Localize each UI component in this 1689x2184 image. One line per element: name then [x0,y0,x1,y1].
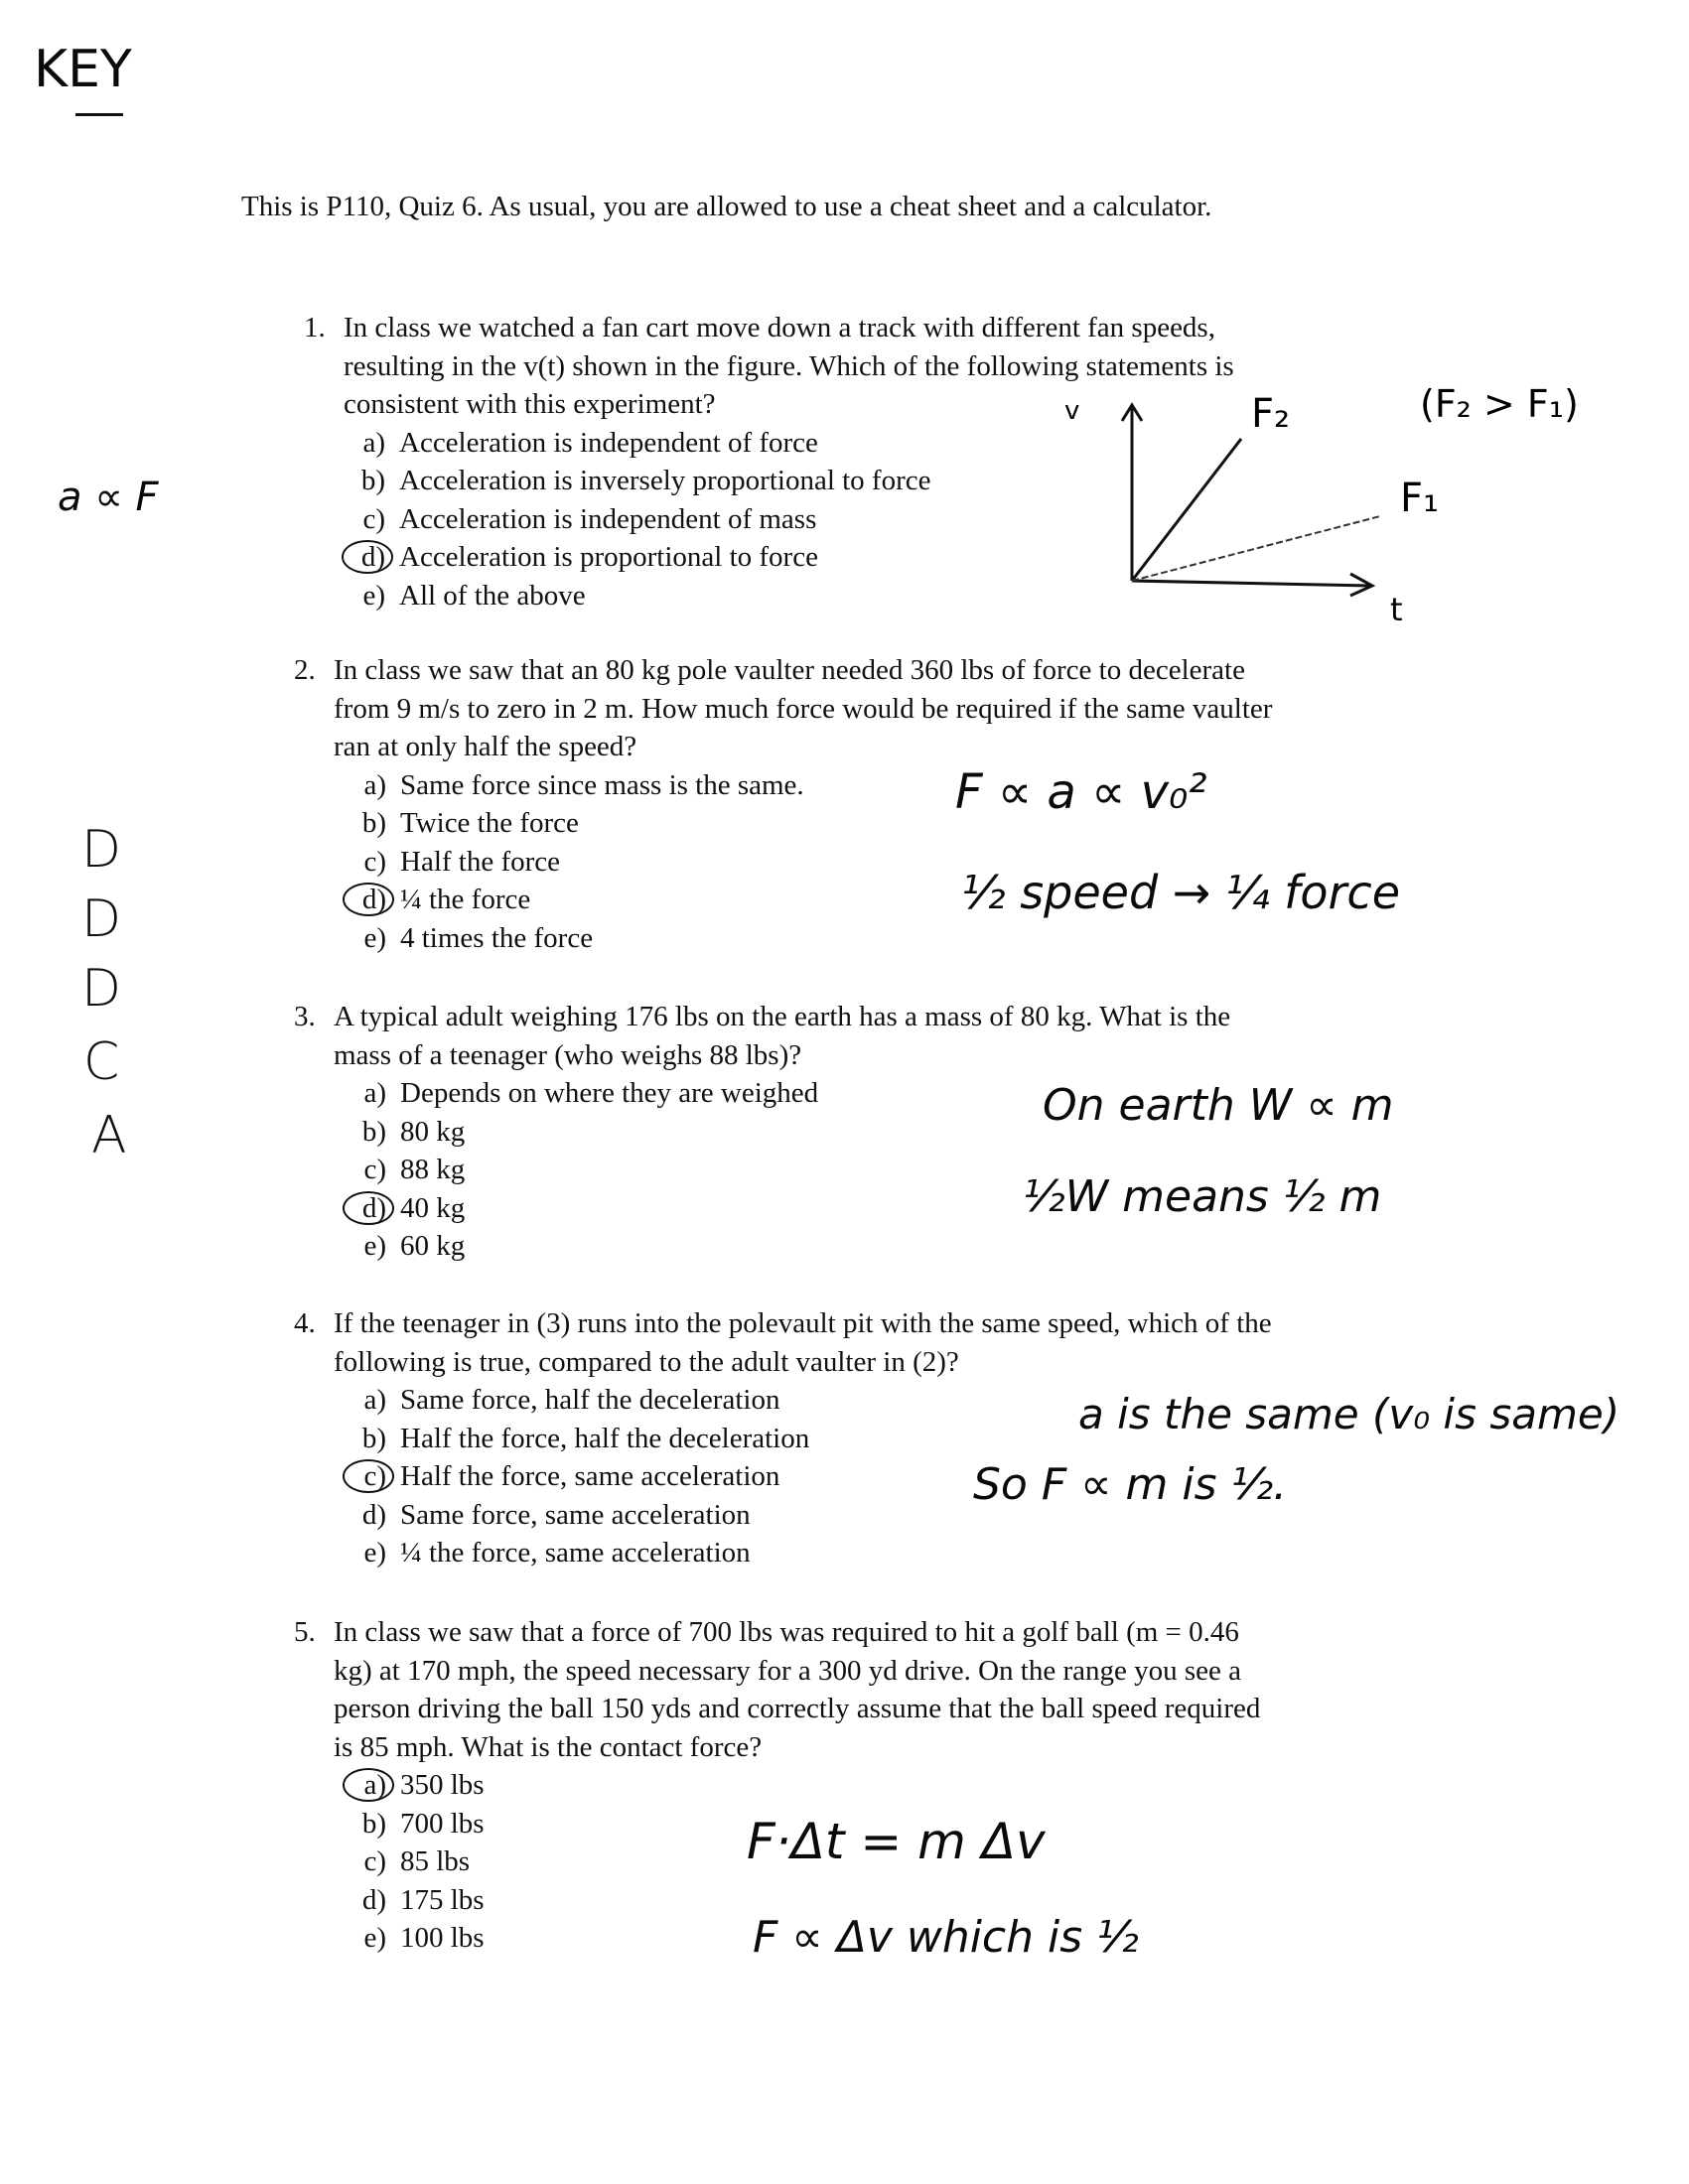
option-letter: e) [363,921,386,954]
handwritten-note-q2-line1: F ∝ a ∝ v₀² [955,764,1207,820]
option-letter: c) [362,502,385,535]
option-text: 4 times the force [400,921,594,954]
option-letter: c) [363,1845,386,1877]
option-letter: c) [363,1154,386,1185]
question-5-line: kg) at 170 mph, the speed necessary for a 300 yd drive. On the range you see a [334,1654,1242,1687]
option-letter: a) [363,1769,386,1801]
option-text: Acceleration is independent of force [399,426,818,459]
question-4-option[interactable] [351,1534,1272,1572]
option-text: ¼ the force [400,884,531,915]
option-text: Depends on where they are weighed [400,1077,819,1109]
option-letter: a) [363,768,386,801]
handwritten-note-q4-line2: So F ∝ m is ½. [973,1459,1288,1510]
question-5-line: person driving the ball 150 yds and correctly assume that the ball speed required [334,1693,1261,1724]
question-3 [294,998,1230,1266]
answer-circle [343,1459,394,1493]
option-letter: d) [361,1498,386,1531]
question-2-line: from 9 m/s to zero in 2 m. How much force would be required if the same vaulter [334,692,1273,725]
option-text: 175 lbs [400,1883,485,1916]
option-letter: c) [363,1460,386,1492]
t-axis [1132,581,1370,586]
handwritten-note-q3-line2: ½W means ½ m [1023,1171,1382,1222]
option-text: 85 lbs [400,1845,471,1877]
option-text: 40 kg [400,1191,466,1224]
question-5 [294,1613,1260,1958]
option-text: ¼ the force, same acceleration [400,1537,751,1569]
option-text: All of the above [399,579,586,612]
margin-answer-q5: A [91,1106,127,1165]
answer-circle [343,1768,394,1802]
question-1-number: 1. [304,312,326,343]
question-3-option[interactable] [351,1227,1230,1266]
option-text: 88 kg [400,1154,466,1185]
key-label: KEY [34,40,132,99]
option-letter: d) [361,1883,386,1916]
option-text: Acceleration is inversely proportional to force [399,465,931,496]
line-f1 [1132,516,1380,581]
question-4-line: following is true, compared to the adult vaulter in (2)? [334,1345,959,1378]
question-3-number: 3. [294,1001,316,1032]
question-5-option[interactable] [351,1766,1260,1805]
option-text: 60 kg [400,1230,466,1262]
question-1-line: resulting in the v(t) shown in the figure. Which of the following statements is [344,349,1234,382]
t-axis-label: t [1390,591,1403,625]
margin-note-q1: a ∝ F [58,475,159,520]
option-letter: d) [360,541,385,573]
margin-answer-q2: D [81,889,122,949]
f1-label: F₁ [1400,476,1440,521]
option-letter: b) [361,1422,386,1454]
option-text: Same force, half the deceleration [400,1384,780,1416]
option-text: 80 kg [400,1115,466,1148]
option-text: Half the force, same acceleration [400,1460,780,1492]
handwritten-note-q3-line1: On earth W ∝ m [1043,1080,1394,1131]
handwritten-note-q5-line2: F ∝ Δv which is ½ [753,1912,1139,1963]
option-letter: e) [363,1230,386,1262]
option-text: Half the force [400,845,561,878]
option-text: Acceleration is independent of mass [399,502,817,535]
option-letter: e) [363,1922,386,1954]
margin-answer-q4: C [83,1032,120,1092]
question-3-line: mass of a teenager (who weighs 88 lbs)? [334,1038,802,1071]
option-letter: e) [362,579,385,612]
option-letter: a) [363,1077,386,1109]
option-text: Twice the force [400,807,579,839]
option-letter: b) [361,807,386,839]
answer-circle [343,883,394,916]
v-axis-label: v [1064,396,1080,426]
option-letter: b) [361,1115,386,1148]
option-text: 350 lbs [400,1769,485,1801]
question-2-line: In class we saw that an 80 kg pole vaulter needed 360 lbs of force to decelerate [334,654,1245,686]
option-text: Acceleration is proportional to force [399,541,818,573]
answer-circle [343,1191,394,1225]
question-2-option[interactable] [351,919,1272,958]
option-text: Same force since mass is the same. [400,768,804,801]
option-letter: d) [361,1191,386,1224]
velocity-time-graph [1053,377,1609,625]
option-letter: a) [363,1384,386,1416]
quiz-intro: This is P110, Quiz 6. As usual, you are allowed to use a cheat sheet and a calculator. [241,191,1212,222]
option-text: 700 lbs [400,1807,485,1840]
question-4-number: 4. [294,1307,316,1339]
handwritten-note-q4-line1: a is the same (v₀ is same) [1078,1390,1620,1438]
option-letter: b) [361,1807,386,1840]
force-relation-note: (F₂ > F₁) [1420,382,1579,426]
option-letter: a) [362,426,385,459]
option-letter: d) [361,884,386,915]
question-5-line: In class we saw that a force of 700 lbs was required to hit a golf ball (m = 0.46 [334,1616,1239,1648]
line-f2 [1132,439,1241,581]
question-3-line: A typical adult weighing 176 lbs on the earth has a mass of 80 kg. What is the [334,1001,1231,1032]
option-letter: c) [363,845,386,878]
question-4-line: If the teenager in (3) runs into the polevault pit with the same speed, which of the [334,1307,1272,1339]
handwritten-note-q2-line2: ½ speed → ¼ force [961,866,1401,919]
option-letter: e) [363,1537,386,1569]
option-text: Half the force, half the deceleration [400,1422,810,1454]
option-text: 100 lbs [400,1922,485,1954]
option-text: Same force, same acceleration [400,1498,751,1531]
option-letter: b) [360,465,385,496]
margin-answer-q1: D [81,820,122,880]
f2-label: F₂ [1251,391,1291,437]
handwritten-note-q5-line1: F·Δt = m Δv [747,1813,1046,1870]
question-2-number: 2. [294,654,316,686]
answer-circle [342,540,393,574]
question-1-line: consistent with this experiment? [344,388,716,420]
question-2-line: ran at only half the speed? [334,731,637,762]
margin-answer-q3: D [81,959,122,1019]
question-1-line: In class we watched a fan cart move down a track with different fan speeds, [344,312,1215,343]
question-5-line: is 85 mph. What is the contact force? [334,1730,763,1763]
key-underline [75,113,123,116]
question-5-number: 5. [294,1616,316,1648]
